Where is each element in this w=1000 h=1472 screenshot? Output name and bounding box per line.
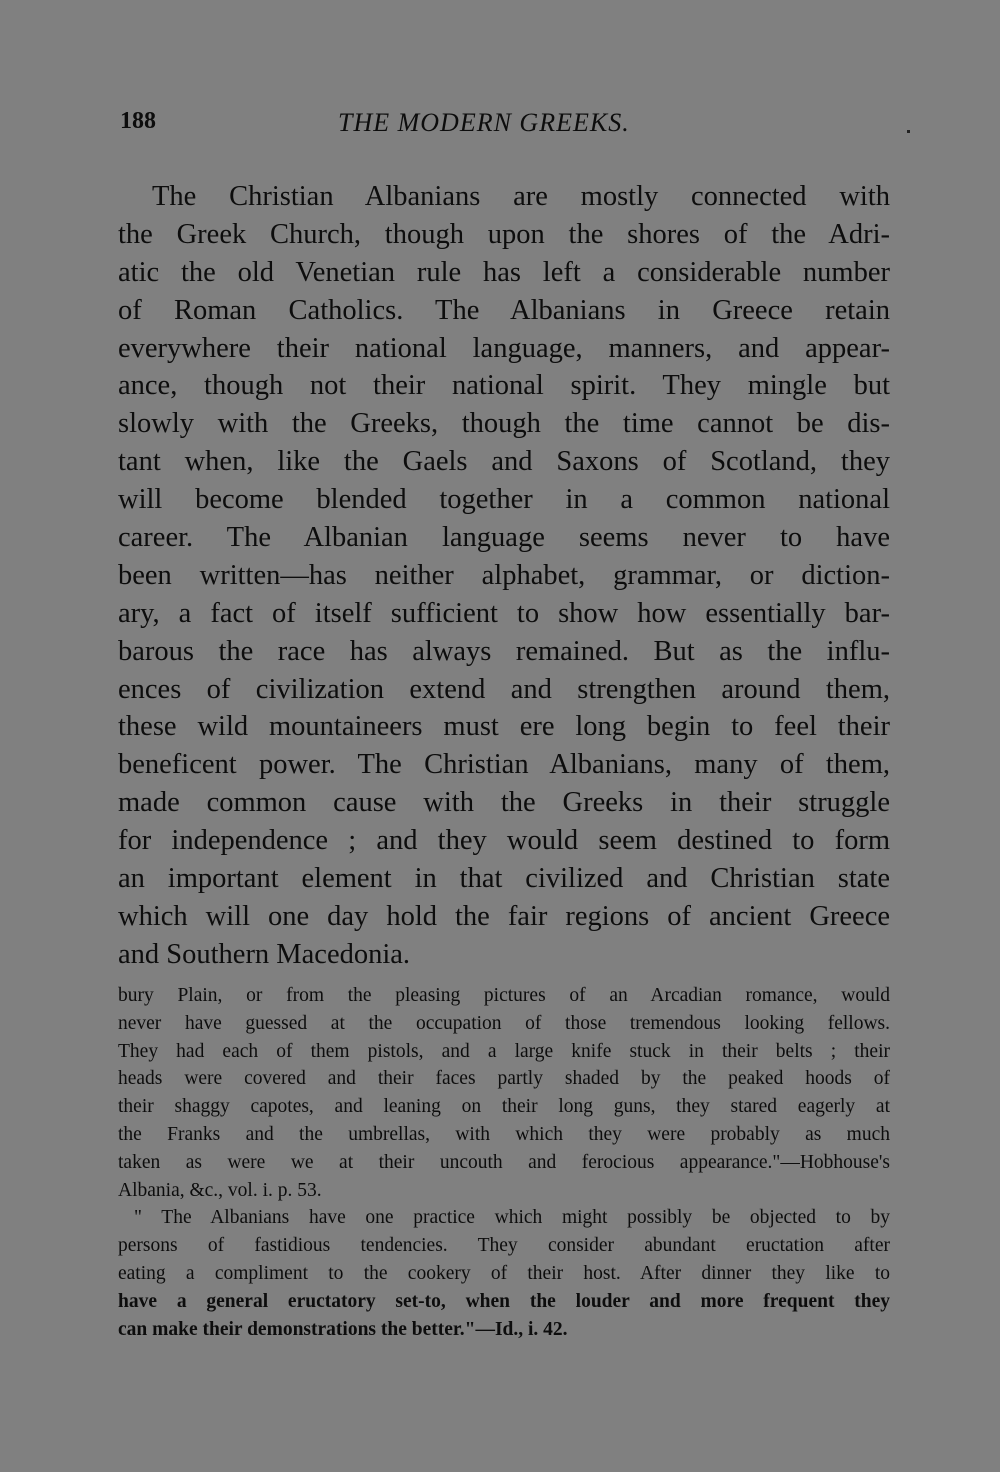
text-line: ences of civilization extend and strengthen around them, <box>118 673 890 705</box>
text-line: for independence ; and they would seem destined to form <box>118 825 890 857</box>
text-line: ary, a fact of itself sufficient to show how essentially bar- <box>118 597 890 629</box>
text-line: tant when, like the Gaels and Saxons of Scotland, they <box>118 446 890 478</box>
text-line: which will one day hold the fair regions of ancient Greece <box>118 900 890 932</box>
footnote-line: taken as were we at their uncouth and ferocious appearance."—Hobhouse's <box>118 1151 890 1173</box>
footnote-line: have a general eructatory set-to, when the louder and more frequent they <box>118 1290 890 1312</box>
text-line: barous the race has always remained. But as the influ- <box>118 635 890 667</box>
footnote-albanian-practice <box>118 1204 890 1343</box>
text-line: made common cause with the Greeks in their struggle <box>118 787 890 819</box>
footnote-line: heads were covered and their faces partly shaded by the peaked hoods of <box>118 1068 890 1090</box>
text-line: the Greek Church, though upon the shores of the Adri- <box>118 218 890 250</box>
main-paragraph <box>118 178 890 974</box>
page-number: 188 <box>120 108 156 134</box>
footnote-line: They had each of them pistols, and a large knife stuck in their belts ; their <box>118 1040 890 1062</box>
text-line: will become blended together in a common national <box>118 484 890 516</box>
footnotes <box>118 982 890 1343</box>
running-title: THE MODERN GREEKS. <box>338 108 630 137</box>
footnote-line: never have guessed at the occupation of those tremendous looking fellows. <box>118 1012 890 1034</box>
text-line: an important element in that civilized and Christian state <box>118 863 890 895</box>
text-line: atic the old Venetian rule has left a considerable number <box>118 256 890 288</box>
footnote-line: their shaggy capotes, and leaning on their long guns, they stared eagerly at <box>118 1096 890 1118</box>
text-line: ance, though not their national spirit. They mingle but <box>118 370 890 402</box>
text-line: of Roman Catholics. The Albanians in Greece retain <box>118 294 890 326</box>
text-line: beneficent power. The Christian Albanians, many of them, <box>118 749 890 781</box>
footnote-line: Albania, &c., vol. i. p. 53. <box>118 1179 322 1201</box>
text-line: been written—has neither alphabet, grammar, or diction- <box>118 559 890 591</box>
text-line: slowly with the Greeks, though the time cannot be dis- <box>118 408 890 440</box>
footnote-continuation <box>118 982 890 1204</box>
footnote-line: bury Plain, or from the pleasing pictures of an Arcadian romance, would <box>118 985 890 1006</box>
footnote-line: can make their demonstrations the better."—Id., i. 42. <box>118 1318 568 1340</box>
footnote-line: " The Albanians have one practice which might possibly be objected to by <box>134 1207 890 1229</box>
footnote-line: persons of fastidious tendencies. They consider abundant eructation after <box>118 1235 890 1257</box>
text-line: The Christian Albanians are mostly connected with <box>152 181 890 212</box>
text-line: these wild mountaineers must ere long begin to feel their <box>118 711 890 743</box>
print-speck <box>907 130 910 133</box>
text-line: everywhere their national language, manners, and appear- <box>118 332 890 364</box>
footnote-line: eating a compliment to the cookery of their host. After dinner they like to <box>118 1262 890 1284</box>
page-header <box>120 104 890 144</box>
text-line: and Southern Macedonia. <box>118 938 411 970</box>
text-line: career. The Albanian language seems never to have <box>118 522 890 554</box>
footnote-line: the Franks and the umbrellas, with which they were probably as much <box>118 1123 890 1145</box>
